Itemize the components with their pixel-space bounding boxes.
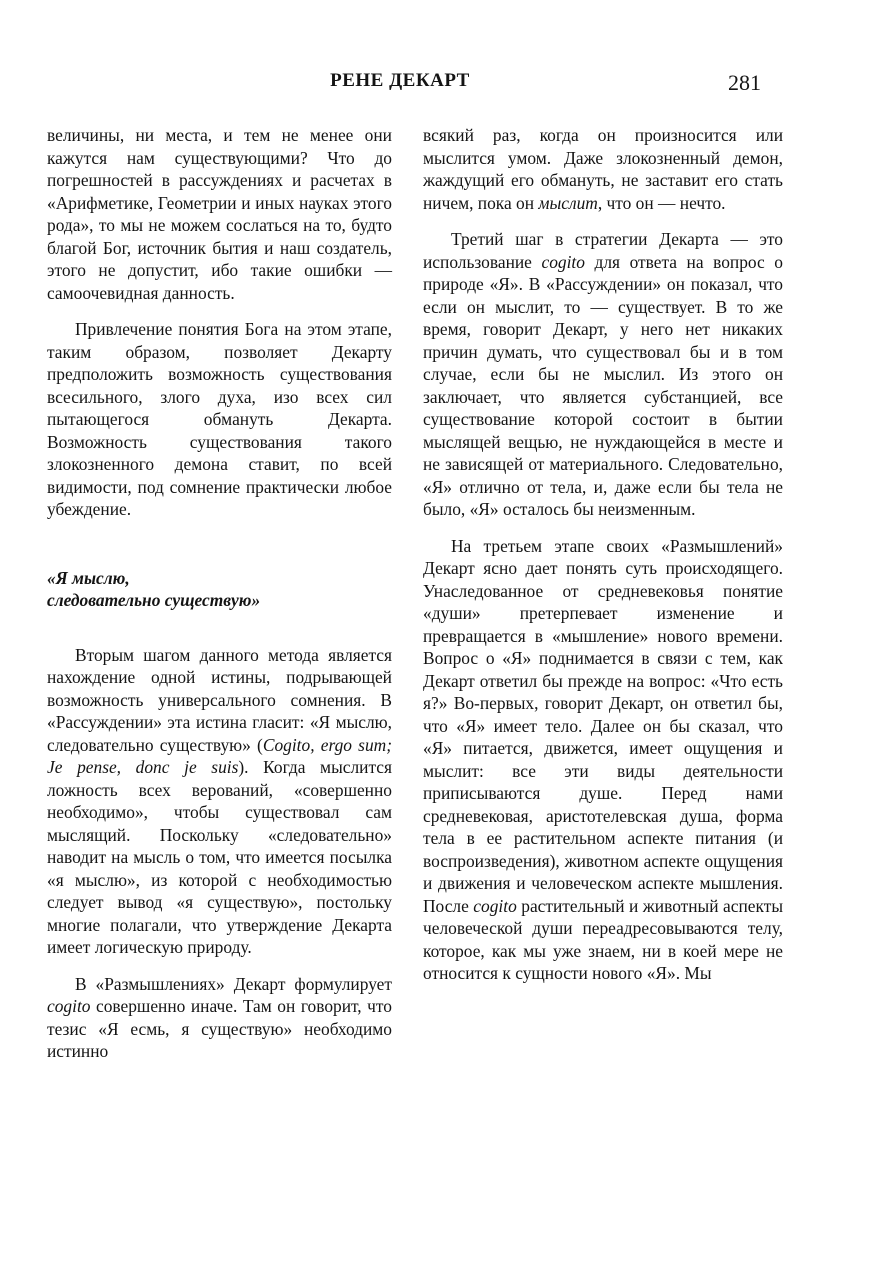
page-header — [0, 70, 887, 100]
paragraph — [47, 644, 392, 959]
text-run: растительный и животный аспекты человеческой души переадресовываются телу, которое, как мы уже знаем, ни в коей мере не относится к сущности нового «Я». Мы — [423, 895, 783, 983]
text-run: На третьем этапе своих «Размышлений» Декарт ясно дает понять суть происходящего. Унаследованное от средневековья понятие «души» претерпевает изменение и превращается в «мышление» нового времени. Вопрос о «Я» поднимается в связи с тем, как Декарт ответил бы прежде на вопрос: «Что есть я?» Во-первых, говорит Декарт, он ответил бы, что «Я» имеет тело. Далее он бы сказал, что «Я» питается, движется, имеет ощущения и мыслит: все эти виды деятельности приписываются душе. Перед нами средневековая, аристотелевская душа, форма тела в ее растительном аспекте питания (и воспроизведения), животном аспекте ощущения и движения и человеческом аспекте мышления. После — [423, 535, 783, 916]
text-run: , что он — нечто. — [597, 192, 726, 213]
paragraph: Привлечение понятия Бога на этом этапе, таким образом, позволяет Декарту предположить возможность существования всесильного, злого духа, изо всех сил пытающегося обмануть Декарта. Возможность существования такого злокозненного демона ставит, по всей видимости, под сомнение практически любое убеждение. — [47, 319, 392, 519]
latin-term: cogito — [473, 895, 517, 916]
right-column — [423, 124, 783, 985]
paragraph — [423, 228, 783, 521]
heading-line: «Я мыслю, — [47, 567, 130, 588]
left-column — [47, 124, 392, 1063]
running-head: РЕНЕ ДЕКАРТ — [330, 70, 470, 91]
heading-line: следовательно существую» — [47, 590, 261, 610]
latin-phrase: Cogito, ergo sum; Je pense, donc je suis — [47, 734, 392, 777]
latin-term: cogito — [541, 251, 585, 272]
text-run: совершенно иначе. Там он говорит, что тезис «Я есмь, я существую» необходимо истинно — [47, 996, 392, 1061]
page-number: 281 — [728, 70, 761, 95]
paragraph: величины, ни места, и тем не менее они кажутся нам существующими? Что до погрешностей в рассуждениях и расчетах в «Арифметике, Геометрии и иных науках этого рода», то мы не можем сослаться на то, будто благой Бог, источник бытия и наш создатель, этого не допустит, ибо такие ошибки — самоочевидная данность. — [47, 125, 392, 303]
text-run: ). Когда мыслится ложность всех верований, «совершенно необходимо», чтобы существовал сам мыслящий. Поскольку «следовательно» наводит на мысль о том, что имеется посылка «я мыслю», из которой с необходимостью следует вывод «я существую», постольку многие полагали, что утверждение Декарта имеет логическую природу. — [47, 757, 392, 957]
italic-word: мыслит — [538, 192, 598, 213]
text-run: для ответа на вопрос о природе «Я». В «Рассуждении» он показал, что если он мыслит, то — существует. В то же время, говорит Декарт, у него нет никаких причин думать, что существовал бы и в том случае, если бы не мыслил. Из этого он заключает, что является субстанцией, все существование которой состоит в бытии мыслящей вещью, не нуждающейся в месте и не зависящей от материального. Следовательно, «Я» отлично от тела, и, даже если бы тела не было, «Я» осталось бы неизменным. — [423, 251, 783, 519]
paragraph — [423, 124, 783, 214]
text-run: Вторым шагом данного метода является нахождение одной истины, подрывающей возможность универсального сомнения. В «Рассуждении» эта истина гласит: «Я мыслю, следовательно существую» ( — [47, 644, 392, 755]
latin-term: cogito — [47, 996, 91, 1016]
text-run: Третий шаг в стратегии Декарта — это использование — [423, 229, 783, 272]
section-heading — [47, 567, 392, 612]
text-run: В «Размышлениях» Декарт формулирует — [75, 973, 392, 994]
paragraph — [47, 973, 392, 1063]
text-run: всякий раз, когда он произносится или мыслится умом. Даже злокозненный демон, жаждущий его обмануть, не заставит его стать ничем, пока он — [423, 125, 783, 213]
paragraph — [423, 535, 783, 985]
